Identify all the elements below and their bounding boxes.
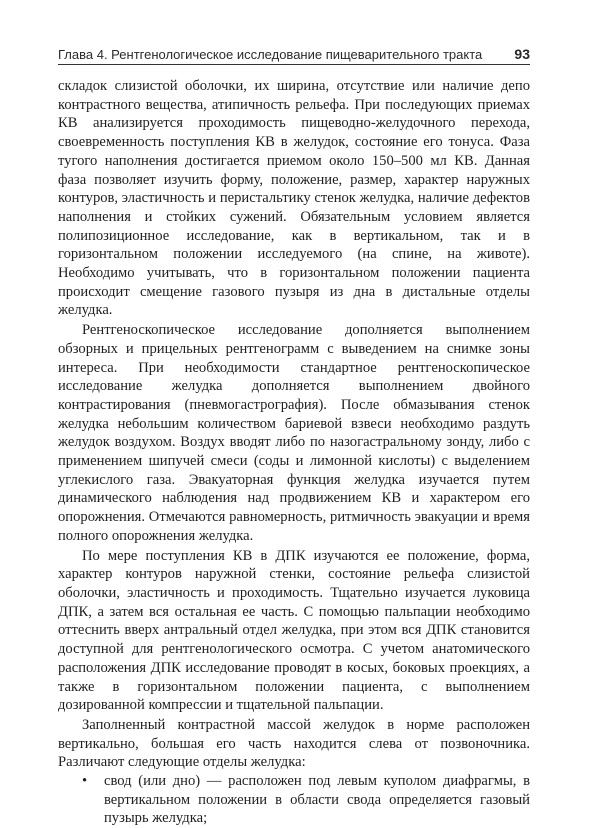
list-item (82, 772, 530, 828)
paragraph: Заполненный контрастной массой желудок в норме расположен вертикально, большая его часть находится слева от позвоночника. Различают следующие отделы желудка: (58, 716, 530, 771)
stomach-parts-list (58, 772, 530, 828)
paragraph: По мере поступления КВ в ДПК изучаются ее положение, форма, характер контуров наружной стенки, состояние рельефа слизистой оболочки, эластичность и проходимость. Тщательно изучается луковица ДПК, а затем вся остальная ее часть. С помощью пальпации необходимо оттеснить вверх антральный отдел желудка, при этом вся ДПК становится доступной для рентгенологического осмотра. С учетом анатомического расположения ДПК исследование проводят в косых, боковых проекциях, а также в горизонтальном положении пациента, с выполнением дозированной компрессии и тщательной пальпации. (58, 547, 530, 714)
header-rule (58, 64, 530, 65)
body-text (58, 77, 530, 828)
chapter-title: Глава 4. Рентгенологическое исследование пищеварительного тракта (58, 47, 483, 62)
paragraph: складок слизистой оболочки, их ширина, отсутствие или наличие депо контрастного вещества, атипичность рельефа. При последующих приемах КВ анализируется проходимость пищеводно-желудочного перехода, своевременность поступления КВ в желудок, состояние его тонуса. Фаза тугого наполнения достигается приемом около 150–500 мл КВ. Данная фаза позволяет изучить форму, положение, размер, характер наружных контуров, эластичность и перистальтику стенок желудка, наличие дефектов наполнения и стойких сужений. Обязательным условием является полипозиционное исследование, как в вертикальном, так и в горизонтальном положении исследуемого (на спине, на животе). Необходимо учитывать, что в горизонтальном положении пациента происходит смещение газового пузыря из дна в дистальные отделы желудка. (58, 78, 530, 319)
bullet-icon: • (82, 773, 88, 790)
list-item-text: свод (или дно) — расположен под левым куполом диафрагмы, в вертикальном положении в области свода определяется газовый пузырь желудка; (104, 773, 530, 827)
running-header (58, 40, 530, 62)
page-number: 93 (514, 46, 530, 62)
paragraph: Рентгеноскопическое исследование дополняется выполнением обзорных и прицельных рентгенограмм с выведением на снимке зоны интереса. При необходимости стандартное рентгеноскопическое исследование желудка дополняется выполнением двойного контрастирования (пневмогастрография). После обмазывания стенок желудка небольшим количеством бариевой взвеси необходимо раздуть желудок воздухом. Воздух вводят либо по назогастральному зонду, либо с применением шипучей смеси (соды и лимонной кислоты) с выделением углекислого газа. Эвакуаторная функция желудка изучается путем динамического наблюдения над продвижением КВ и характером его опорожнения. Отмечаются равномерность, ритмичность эвакуации и время полного опорожнения желудка. (58, 322, 530, 544)
